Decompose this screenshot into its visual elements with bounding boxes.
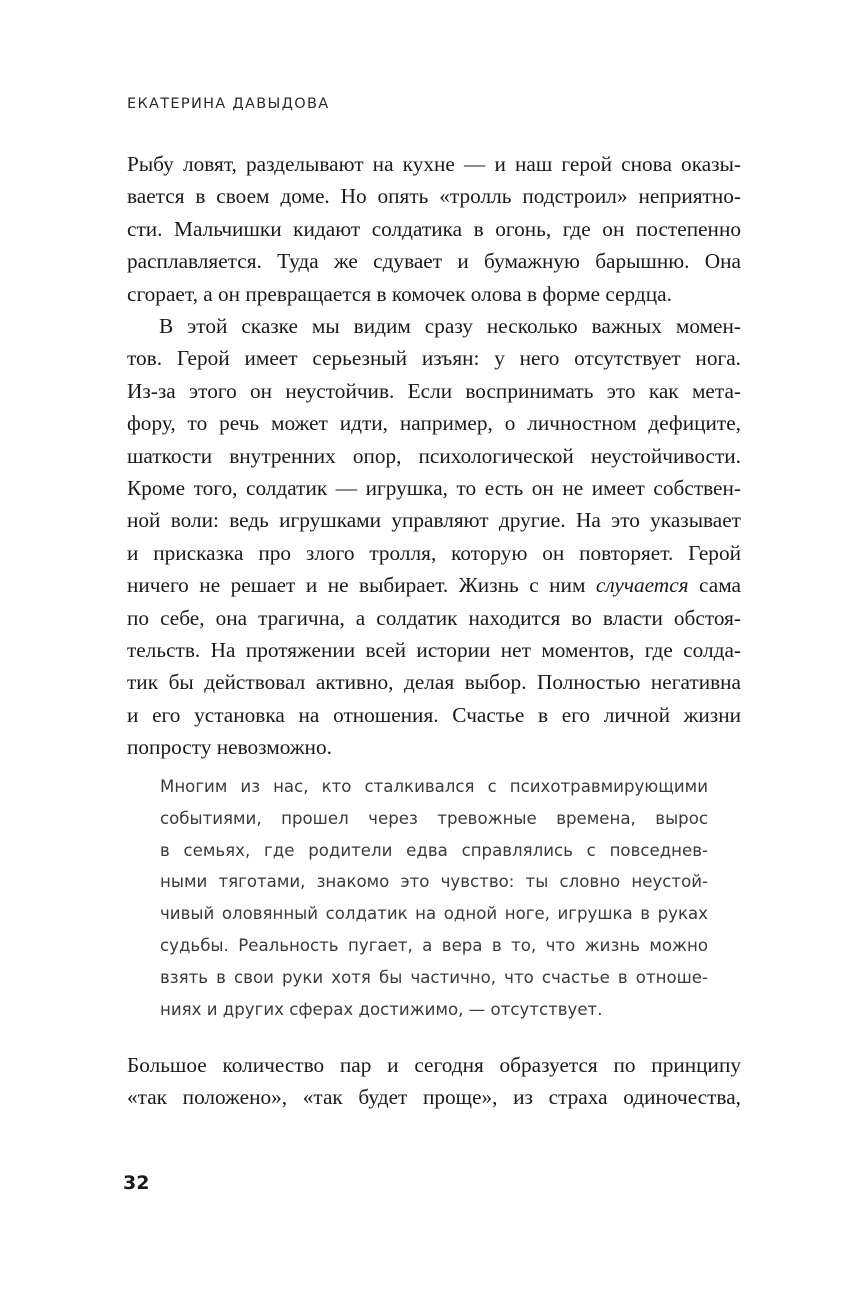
text-line: тик бы действовал активно, делая выбор. Полностью негативна (127, 670, 741, 695)
text-line: Кроме того, солдатик — игрушка, то есть он не имеет собствен- (127, 476, 741, 501)
text-line: тельств. На протяжении всей истории нет моментов, где солда- (127, 638, 741, 663)
text-line: фору, то речь может идти, например, о личностном дефиците, (127, 411, 741, 436)
text-line: расплавляется. Туда же сдувает и бумажную барышню. Она (127, 249, 741, 274)
emphasized-word: случается (595, 573, 689, 598)
text-line: тов. Герой имеет серьезный изъян: у него отсутствует нога. (127, 346, 741, 371)
text-line: и его установка на отношения. Счастье в его личной жизни (127, 702, 741, 727)
text-line: шаткости внутренних опор, психологической неустойчивости. (127, 443, 741, 468)
text-line: вается в своем доме. Но опять «тролль подстроил» неприятно- (127, 184, 741, 209)
quote-line: ниях и других сферах достижимо, — отсутствует. (160, 999, 603, 1019)
text-line: по себе, она трагична, а солдатик находится во власти обстоя- (127, 605, 741, 630)
paragraph-2 (127, 310, 741, 764)
text-line: сгорает, а он превращается в комочек олова в форме сердца. (127, 281, 672, 306)
text-line: Из-за этого он неустойчив. Если воспринимать это как мета- (127, 378, 741, 403)
text-line: попросту невозможно. (127, 735, 332, 760)
text-line: и присказка про злого тролля, которую он повторяет. Герой (127, 540, 741, 565)
quote-line: Многим из нас, кто сталкивался с психотравмирующими (160, 777, 708, 796)
quote-line: ными тяготами, знакомо это чувство: ты словно неустой- (160, 872, 708, 892)
pull-quote (160, 771, 708, 1025)
text-line: Рыбу ловят, разделывают на кухне — и наш герой снова оказы- (127, 152, 741, 176)
quote-line: в семьях, где родители едва справлялись с повседнев- (160, 840, 708, 860)
text-line: «так положено», «так будет проще», из страха одиночества, (127, 1085, 741, 1110)
paragraph-1 (127, 148, 741, 310)
text-segment: сама (688, 573, 741, 598)
text-line: Большое количество пар и сегодня образуется по принципу (127, 1053, 741, 1077)
text-line: В этой сказке мы видим сразу несколько важных момен- (159, 314, 741, 338)
quote-line: чивый оловянный солдатик на одной ноге, игрушка в руках (160, 904, 708, 924)
quote-line: судьбы. Реальность пугает, а вера в то, что жизнь можно (160, 935, 708, 955)
text-line: сти. Мальчишки кидают солдатика в огонь, где он постепенно (127, 216, 741, 241)
text-line: ной воли: ведь игрушками управляют другие. На это указывает (127, 508, 741, 533)
quote-line: взять в свои руки хотя бы частично, что счастье в отноше- (160, 967, 708, 987)
quote-line: событиями, прошел через тревожные времена, вырос (160, 808, 708, 828)
text-segment: ничего не решает и не выбирает. Жизнь с ним (127, 573, 596, 598)
text-line-with-emphasis (127, 569, 741, 601)
running-head: ЕКАТЕРИНА ДАВЫДОВА (127, 96, 330, 112)
page-number: 32 (123, 1172, 150, 1194)
paragraph-3 (127, 1049, 741, 1114)
